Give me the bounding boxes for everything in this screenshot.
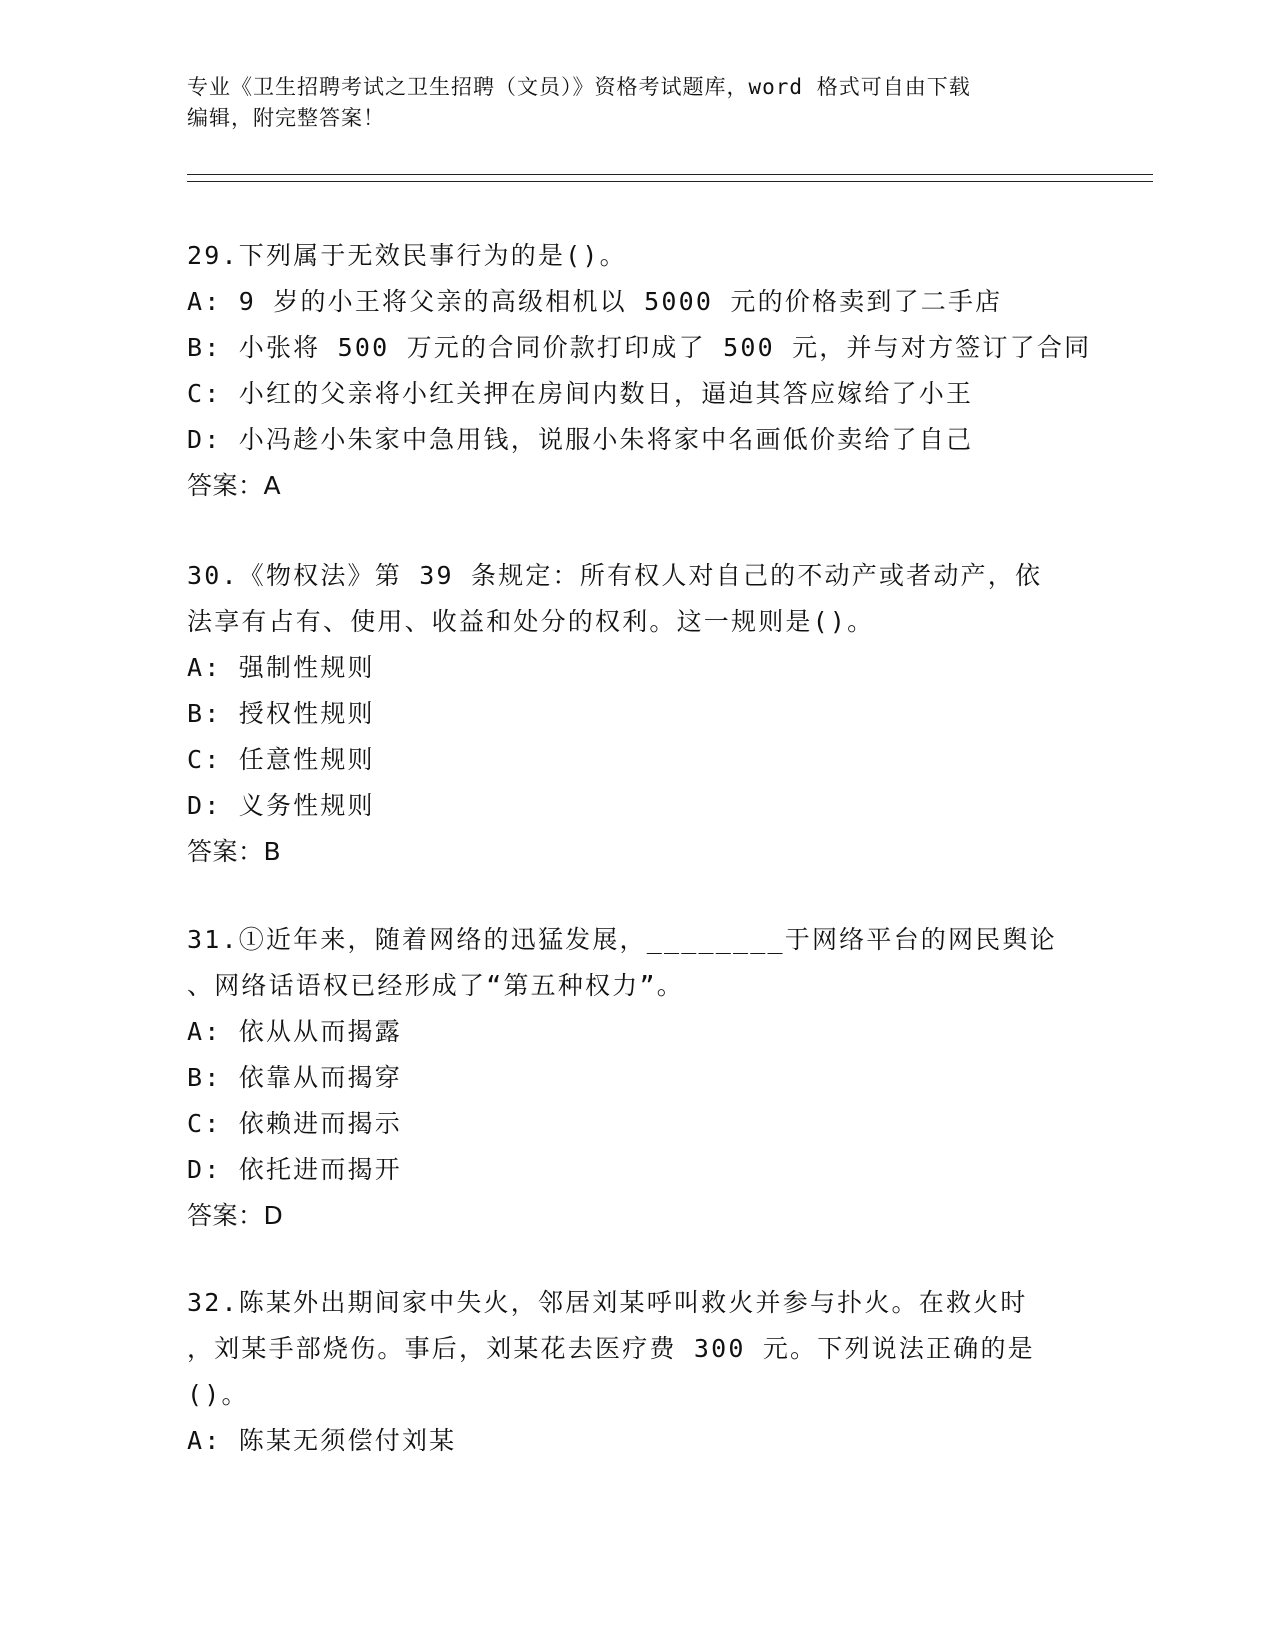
question-stem-line-2: 、网络话语权已经形成了“第五种权力”。 <box>187 971 684 1000</box>
answer: 答案：D <box>187 1201 284 1230</box>
question-stem: 29.下列属于无效民事行为的是()。 <box>187 241 627 270</box>
question-29 <box>187 233 1092 509</box>
document-header <box>187 72 1087 134</box>
question-stem-line-2: 法享有占有、使用、收益和处分的权利。这一规则是()。 <box>187 607 875 636</box>
header-divider-top <box>187 174 1153 175</box>
option-a: A: 强制性规则 <box>187 653 375 682</box>
option-a: A: 依从从而揭露 <box>187 1017 402 1046</box>
option-c: C: 任意性规则 <box>187 745 375 774</box>
option-b: B: 依靠从而揭穿 <box>187 1063 402 1092</box>
question-stem-line-3: ()。 <box>187 1380 249 1409</box>
question-30 <box>187 553 1087 875</box>
option-b: B: 小张将 500 万元的合同价款打印成了 500 元，并与对方签订了合同 <box>187 333 1092 362</box>
option-d: D: 依托进而揭开 <box>187 1155 402 1184</box>
header-line-1: 专业《卫生招聘考试之卫生招聘（文员）》资格考试题库，word 格式可自由下载 <box>187 75 971 99</box>
option-d: D: 义务性规则 <box>187 791 375 820</box>
question-stem-line-1: 31.①近年来，随着网络的迅猛发展，________于网络平台的网民舆论 <box>187 925 1057 954</box>
question-32 <box>187 1280 1087 1464</box>
question-stem-line-1: 32.陈某外出期间家中失火，邻居刘某呼叫救火并参与扑火。在救火时 <box>187 1288 1028 1317</box>
option-a: A: 陈某无须偿付刘某 <box>187 1426 457 1455</box>
option-b: B: 授权性规则 <box>187 699 375 728</box>
question-31 <box>187 917 1087 1239</box>
header-divider-bottom <box>187 181 1153 182</box>
answer: 答案：B <box>187 837 282 866</box>
option-d: D: 小冯趁小朱家中急用钱，说服小朱将家中名画低价卖给了自己 <box>187 425 974 454</box>
option-c: C: 小红的父亲将小红关押在房间内数日，逼迫其答应嫁给了小王 <box>187 379 974 408</box>
answer: 答案：A <box>187 471 282 500</box>
header-line-2: 编辑，附完整答案！ <box>187 106 385 130</box>
question-stem-line-2: ，刘某手部烧伤。事后，刘某花去医疗费 300 元。下列说法正确的是 <box>187 1334 1035 1363</box>
question-stem-line-1: 30.《物权法》第 39 条规定：所有权人对自己的不动产或者动产，依 <box>187 561 1043 590</box>
option-a: A: 9 岁的小王将父亲的高级相机以 5000 元的价格卖到了二手店 <box>187 287 1003 316</box>
option-c: C: 依赖进而揭示 <box>187 1109 402 1138</box>
